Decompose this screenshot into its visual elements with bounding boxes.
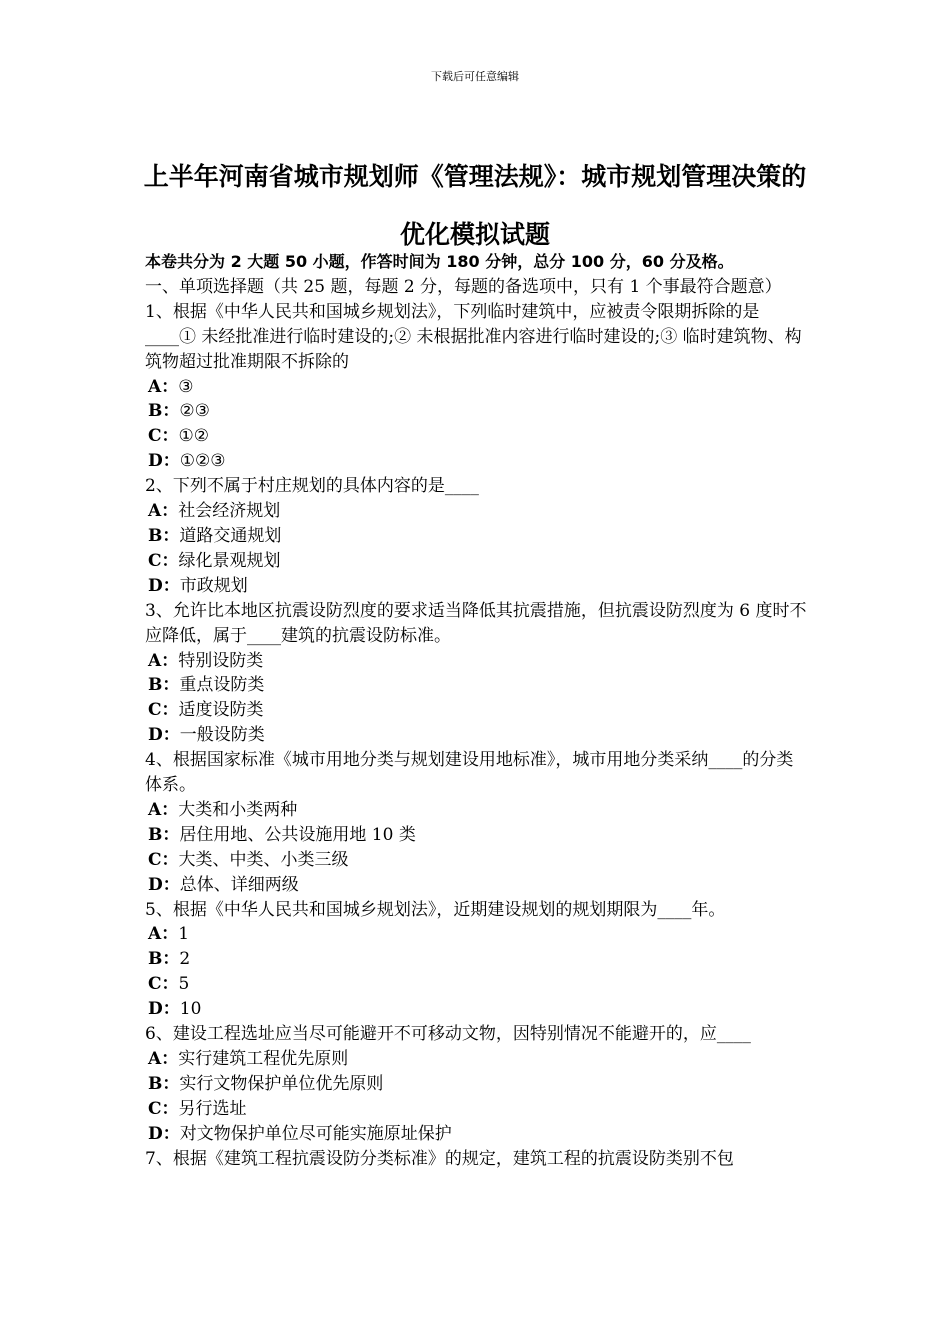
option-text: ①②③ [179, 451, 226, 472]
option-letter: A： [148, 650, 179, 671]
option-text: 市政规划 [179, 575, 248, 596]
answer-option [145, 399, 810, 424]
answer-option [145, 673, 810, 698]
option-letter: B： [148, 525, 180, 546]
option-letter: A： [148, 1049, 179, 1069]
option-text: 适度设防类 [178, 700, 264, 721]
answer-option [145, 649, 810, 674]
option-letter: A： [148, 501, 179, 522]
answer-option [145, 549, 810, 574]
option-letter: D： [148, 999, 180, 1020]
section-heading: 一、单项选择题（共 25 题，每题 2 分，每题的备选项中，只有 1 个事最符合题意） [145, 276, 782, 297]
option-text: 道路交通规划 [179, 525, 282, 546]
option-letter: A： [148, 799, 179, 820]
option-text: 重点设防类 [179, 675, 265, 696]
option-letter: C： [148, 700, 179, 721]
answer-option [145, 873, 810, 898]
question-item [145, 474, 810, 599]
option-letter: B： [148, 675, 180, 696]
answer-option [145, 1097, 810, 1122]
option-text: ③ [178, 376, 194, 397]
option-text: 绿化景观规划 [178, 550, 281, 571]
answer-option [145, 424, 810, 449]
option-text: 特别设防类 [178, 650, 264, 671]
option-text: 一般设防类 [179, 725, 265, 746]
option-letter: B： [148, 401, 180, 422]
option-text: 实行建筑工程优先原则 [178, 1049, 349, 1069]
question-item [145, 898, 810, 1023]
document-body [145, 250, 810, 1172]
option-letter: D： [148, 451, 180, 472]
question-stem: 4、根据国家标准《城市用地分类与规划建设用地标准》，城市用地分类采纳____的分类体系。 [145, 750, 794, 796]
question-stem: 3、允许比本地区抗震设防烈度的要求适当降低其抗震措施，但抗震设防烈度为 6 度时不应降低，属于____建筑的抗震设防标准。 [145, 600, 807, 646]
answer-option [145, 972, 810, 997]
answer-option [145, 698, 810, 723]
option-letter: B： [148, 1073, 180, 1094]
question-item [145, 599, 810, 748]
option-text: 居住用地、公共设施用地 10 类 [179, 824, 416, 845]
option-text: 实行文物保护单位优先原则 [179, 1073, 384, 1094]
option-letter: D： [148, 874, 180, 895]
answer-option [145, 1047, 810, 1072]
option-letter: C： [148, 1098, 179, 1119]
question-stem: 5、根据《中华人民共和国城乡规划法》，近期建设规划的规划期限为____年。 [145, 899, 726, 920]
option-letter: D： [148, 725, 180, 746]
header-note: 下载后可任意编辑 [431, 70, 519, 83]
answer-option [145, 1122, 810, 1147]
answer-option [145, 848, 810, 873]
option-letter: D： [148, 575, 180, 596]
option-text: 总体、详细两级 [179, 874, 299, 895]
answer-option [145, 1072, 810, 1097]
question-item [145, 748, 810, 897]
option-text: ②③ [179, 401, 210, 422]
answer-option [145, 449, 810, 474]
option-text: 大类和小类两种 [178, 799, 298, 820]
option-text: 5 [178, 974, 190, 995]
answer-option [145, 574, 810, 599]
answer-option [145, 947, 810, 972]
answer-option [145, 524, 810, 549]
option-letter: C： [148, 426, 179, 447]
question-item [145, 300, 810, 474]
option-text: ①② [178, 426, 210, 447]
answer-option [145, 723, 810, 748]
question-stem: 1、根据《中华人民共和国城乡规划法》，下列临时建筑中，应被责令限期拆除的是____① 未经批准进行临时建设的;② 未根据批准内容进行临时建设的;③ 临时建筑物、构筑物超过批准期限不拆除的 [145, 301, 802, 372]
option-text: 大类、中类、小类三级 [178, 849, 349, 870]
option-text: 2 [179, 949, 191, 970]
exam-intro: 本卷共分为 2 大题 50 小题，作答时间为 180 分钟，总分 100 分，60 分及格。 [145, 252, 734, 271]
option-text: 1 [178, 924, 190, 945]
question-item [145, 1147, 810, 1172]
answer-option [145, 922, 810, 947]
option-letter: C： [148, 974, 179, 995]
option-letter: B： [148, 824, 180, 845]
answer-option [145, 823, 810, 848]
option-text: 对文物保护单位尽可能实施原址保护 [179, 1123, 452, 1144]
page-title: 上半年河南省城市规划师《管理法规》：城市规划管理决策的优化模拟试题 [143, 162, 807, 249]
option-letter: C： [148, 550, 179, 571]
option-text: 另行选址 [178, 1098, 247, 1119]
option-text: 10 [179, 999, 202, 1020]
question-stem: 7、根据《建筑工程抗震设防分类标准》的规定，建筑工程的抗震设防类别不包 [145, 1148, 734, 1169]
question-stem: 2、下列不属于村庄规划的具体内容的是____ [145, 476, 479, 497]
answer-option [145, 375, 810, 400]
option-letter: B： [148, 949, 180, 970]
option-text: 社会经济规划 [178, 501, 281, 522]
answer-option [145, 997, 810, 1022]
question-stem: 6、建设工程选址应当尽可能避开不可移动文物，因特别情况不能避开的，应____ [145, 1024, 751, 1045]
option-letter: A： [148, 376, 179, 397]
question-list [145, 300, 810, 1172]
option-letter: D： [148, 1123, 180, 1144]
option-letter: C： [148, 849, 179, 870]
option-letter: A： [148, 924, 179, 945]
answer-option [145, 499, 810, 524]
question-item [145, 1022, 810, 1147]
answer-option [145, 798, 810, 823]
